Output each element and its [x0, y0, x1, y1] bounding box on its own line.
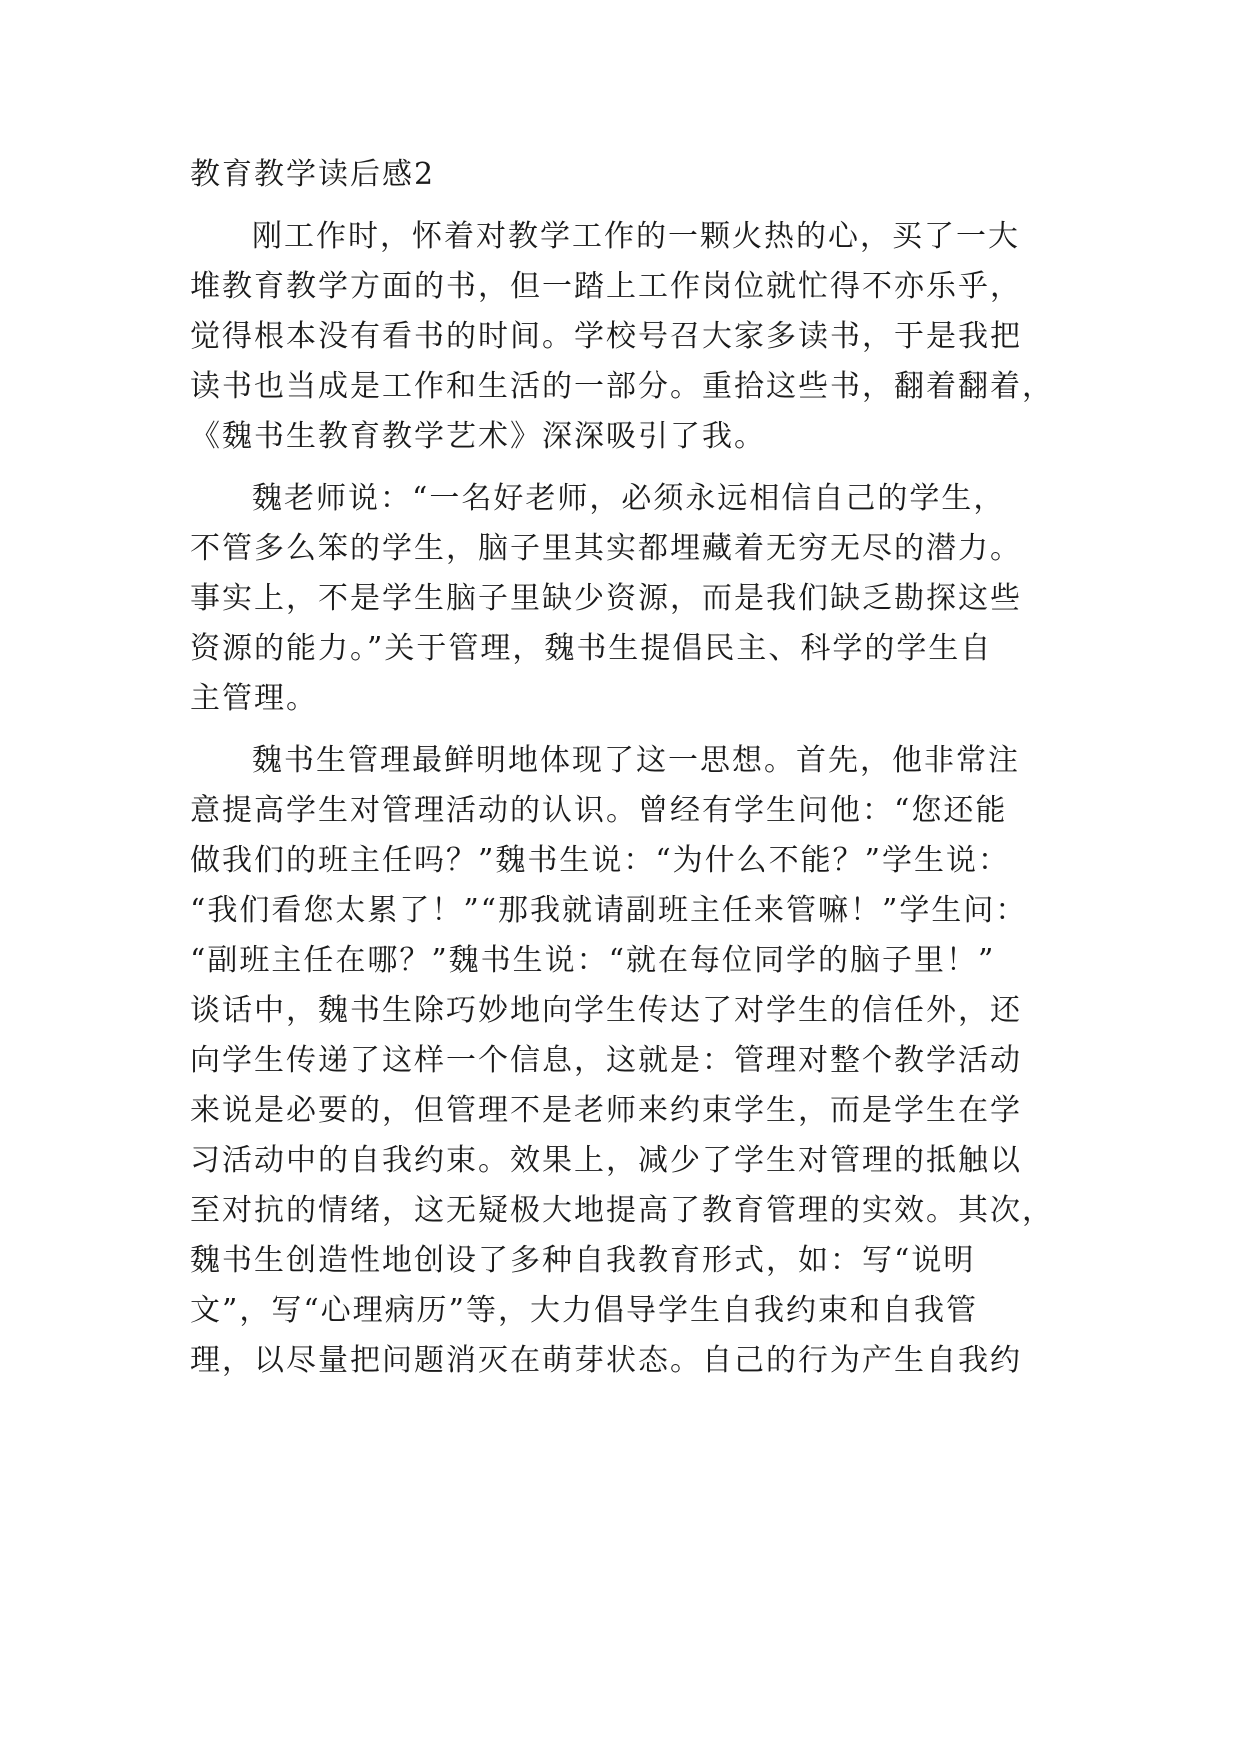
text-line: 资源的能力。”关于管理，魏书生提倡民主、科学的学生自	[190, 631, 993, 666]
text-line: 做我们的班主任吗？”魏书生说：“为什么不能？”学生说：	[190, 843, 1011, 878]
text-line: 事实上，不是学生脑子里缺少资源，而是我们缺乏勘探这些	[190, 581, 1022, 616]
text-line: 不管多么笨的学生，脑子里其实都埋藏着无穷无尽的潜力。	[190, 531, 1022, 566]
paragraph-3	[190, 736, 1090, 1386]
text-line: 来说是必要的，但管理不是老师来约束学生，而是学生在学	[190, 1093, 1022, 1128]
text-line: 魏书生创造性地创设了多种自我教育形式，如：写“说明	[190, 1243, 976, 1278]
text-line: “我们看您太累了！”“那我就请副班主任来管嘛！”学生问：	[190, 893, 1028, 928]
text-line: 觉得根本没有看书的时间。学校号召大家多读书，于是我把	[190, 319, 1022, 354]
text-line: 至对抗的情绪，这无疑极大地提高了教育管理的实效。其次，	[190, 1193, 1054, 1228]
text-line: 魏老师说：“一名好老师，必须永远相信自己的学生，	[252, 481, 1006, 516]
paragraph-2	[190, 474, 1090, 724]
document-title: 教育教学读后感2	[190, 157, 436, 192]
text-line: 主管理。	[190, 681, 318, 716]
text-line: 习活动中的自我约束。效果上，减少了学生对管理的抵触以	[190, 1143, 1022, 1178]
text-line: 读书也当成是工作和生活的一部分。重拾这些书，翻着翻着，	[190, 369, 1054, 404]
text-line: 谈话中，魏书生除巧妙地向学生传达了对学生的信任外，还	[190, 993, 1022, 1028]
document-body	[190, 150, 1090, 1398]
text-line: 堆教育教学方面的书，但一踏上工作岗位就忙得不亦乐乎，	[190, 269, 1022, 304]
text-line: 文”，写“心理病历”等，大力倡导学生自我约束和自我管	[190, 1293, 979, 1328]
text-line: “副班主任在哪？”魏书生说：“就在每位同学的脑子里！”	[190, 943, 996, 978]
text-line: 《魏书生教育教学艺术》深深吸引了我。	[190, 419, 766, 454]
text-line: 魏书生管理最鲜明地体现了这一思想。首先，他非常注	[252, 743, 1020, 778]
text-line: 理，以尽量把问题消灭在萌芽状态。自己的行为产生自我约	[190, 1343, 1022, 1378]
paragraph-1	[190, 212, 1090, 462]
text-line: 向学生传递了这样一个信息，这就是：管理对整个教学活动	[190, 1043, 1022, 1078]
text-line: 刚工作时，怀着对教学工作的一颗火热的心，买了一大	[252, 219, 1020, 254]
text-line: 意提高学生对管理活动的认识。曾经有学生问他：“您还能	[190, 793, 1008, 828]
